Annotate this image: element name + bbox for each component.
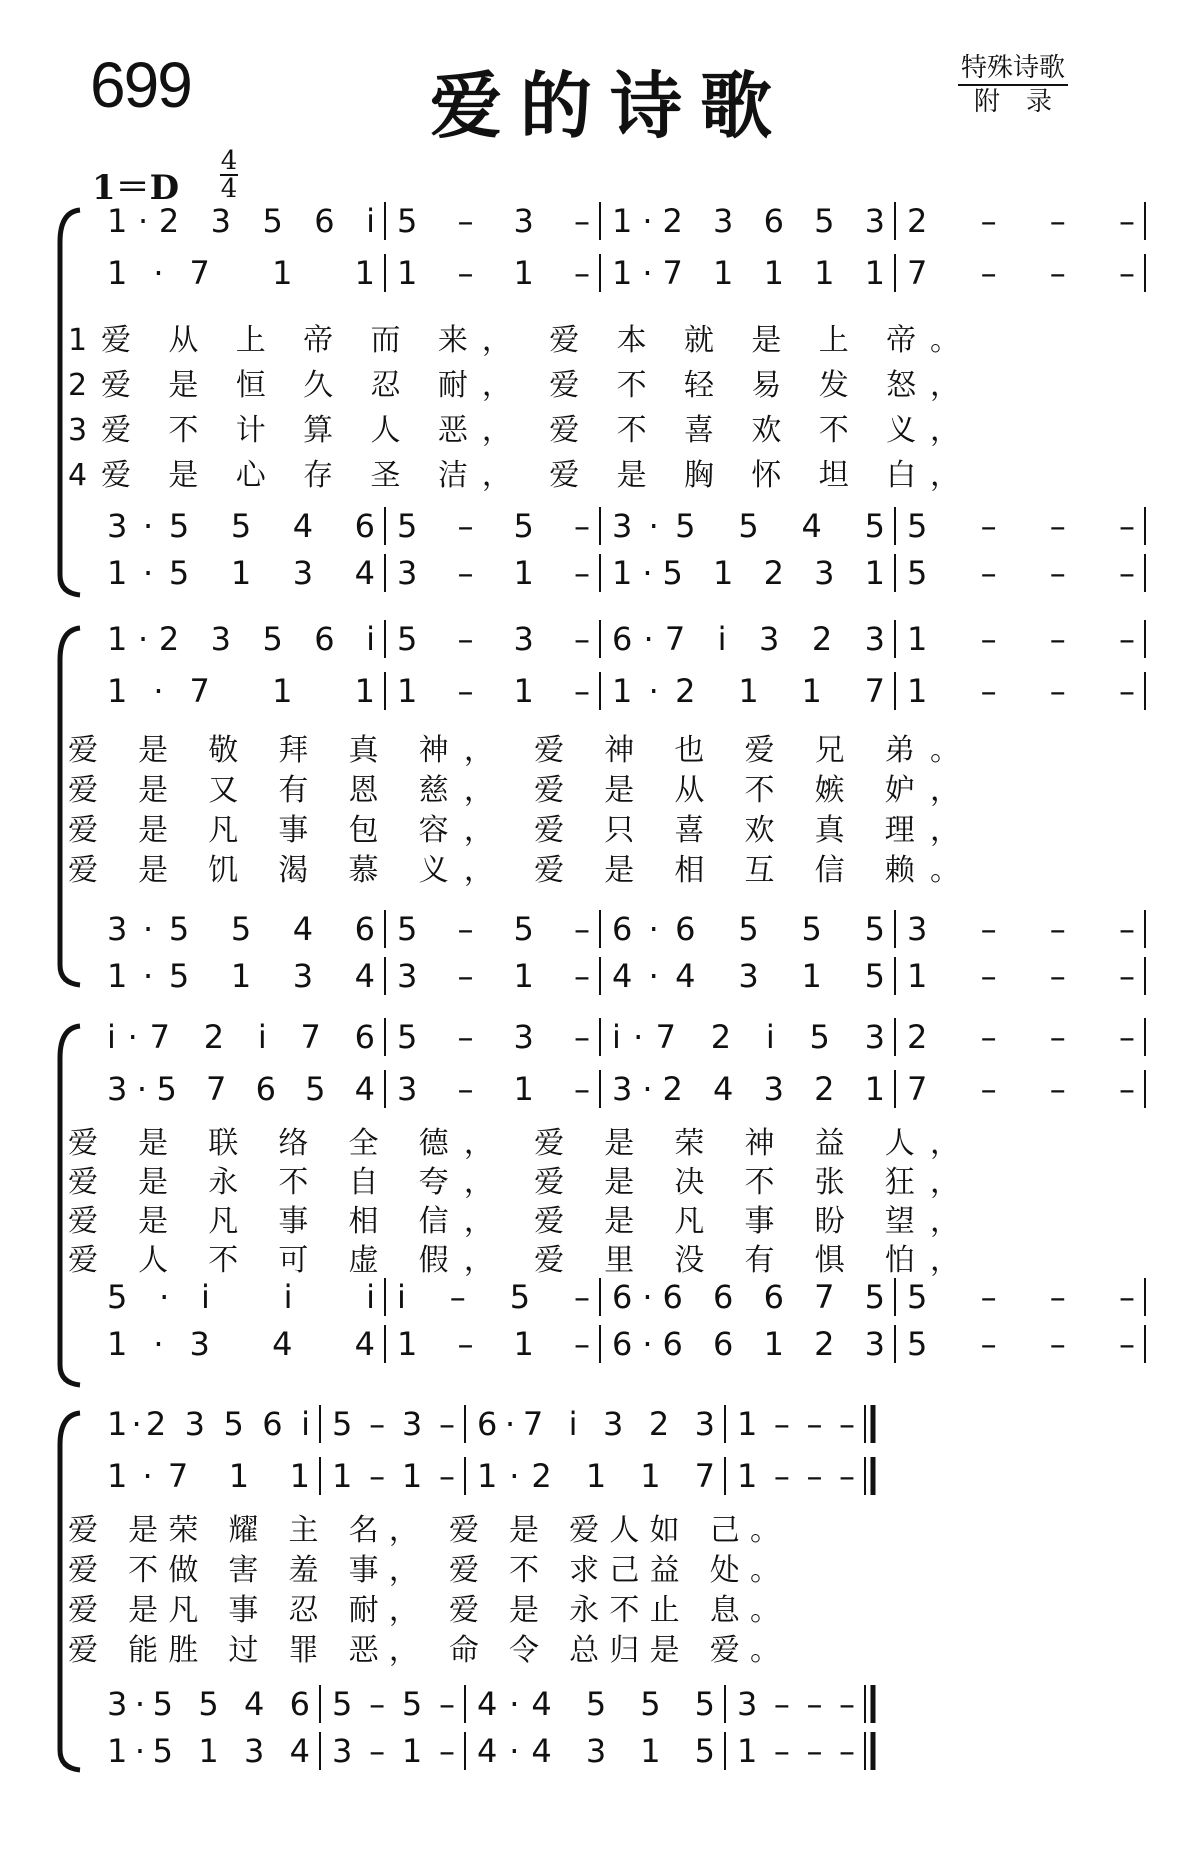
measure-notes: 1·5 1 3 4 — [107, 554, 375, 592]
measure-notes: 5 – 3 – — [397, 1018, 590, 1056]
measure-notes: 1·7 1 1 — [107, 254, 375, 292]
measure-notes: 1 – – – — [907, 957, 1135, 995]
measure-notes: 5 – 5 – — [397, 507, 590, 545]
measure-notes: 1 – 1 – — [332, 1457, 455, 1495]
measure-notes: 3·2 4 3 2 1 — [612, 1070, 885, 1108]
measure-notes: 3 – 1 – — [397, 554, 590, 592]
lyric-line: 爱 是 凡 事 相 信， 爱 是 凡 事 盼 望， — [68, 1204, 960, 1239]
lyric-line: 爱 是 联 络 全 德， 爱 是 荣 神 益 人， — [68, 1126, 960, 1161]
measure-notes: 1·5 1 2 3 1 — [612, 554, 885, 592]
measure-notes: 1·7 1 1 — [107, 1457, 310, 1495]
measure-notes: 5 – – – — [907, 507, 1135, 545]
lyric-line: 爱 是凡 事 忍 耐， 爱 是 永不止 息。 — [68, 1593, 780, 1628]
measure-notes: 1·5 1 3 4 — [107, 1732, 310, 1770]
measure-notes: 3 – 1 – — [397, 1070, 590, 1108]
lyric-line: 4爱 是 心 存 圣 洁， 爱 是 胸 怀 坦 白， — [68, 458, 960, 493]
measure-notes: i – 5 – — [397, 1278, 590, 1316]
measure-notes: 1 – 1 – — [397, 672, 590, 710]
measure-notes: 1 – 1 – — [397, 254, 590, 292]
category-line1: 特殊诗歌 — [958, 52, 1068, 86]
measure-notes: 5 – 5 – — [332, 1685, 455, 1723]
lyric-line: 爱 人 不 可 虚 假， 爱 里 没 有 惧 怕， — [68, 1243, 960, 1278]
measure-notes: i·7 2 i 7 6 — [107, 1018, 375, 1056]
measure-notes: 1 – – – — [737, 1732, 855, 1770]
measure-notes: 5·i i i — [107, 1278, 375, 1316]
hymn-number: 699 — [90, 49, 191, 121]
measure-notes: 7 – – – — [907, 254, 1135, 292]
lyric-line: 爱 是 饥 渴 慕 义， 爱 是 相 互 信 赖。 — [68, 853, 960, 888]
measure-notes: 3·5 5 4 5 — [612, 507, 885, 545]
measure-notes: 3·5 5 4 6 — [107, 507, 375, 545]
measure-notes: 3 – 1 – — [332, 1732, 455, 1770]
measure-notes: 5 – 5 – — [397, 910, 590, 948]
measure-notes: 2 – – – — [907, 202, 1135, 240]
measure-notes: 3 – – – — [737, 1685, 855, 1723]
measure-notes: 4·4 3 1 5 — [612, 957, 885, 995]
measure-notes: 5 – 3 – — [397, 202, 590, 240]
measure-notes: 6·7 i 3 2 3 — [477, 1405, 715, 1443]
lyric-line: 爱 是 永 不 自 夸， 爱 是 决 不 张 狂， — [68, 1165, 960, 1200]
lyric-line: 2爱 是 恒 久 忍 耐， 爱 不 轻 易 发 怒， — [68, 368, 960, 403]
lyric-line: 爱 是 敬 拜 真 神， 爱 神 也 爱 兄 弟。 — [68, 733, 960, 768]
measure-notes: 5 – – – — [907, 554, 1135, 592]
measure-notes: 4·4 3 1 5 — [477, 1732, 715, 1770]
score-system — [60, 620, 1145, 995]
lyric-line: 爱 是 又 有 恩 慈， 爱 是 从 不 嫉 妒， — [68, 773, 960, 808]
measure-notes: 1·3 4 4 — [107, 1325, 375, 1363]
measure-notes: 1·5 1 3 4 — [107, 957, 375, 995]
measure-notes: 1 – – – — [737, 1457, 855, 1495]
measure-notes: 3·5 5 4 6 — [107, 1685, 310, 1723]
measure-notes: 3·5 7 6 5 4 — [107, 1070, 375, 1108]
system-bracket — [60, 1413, 80, 1770]
measure-notes: 7 – – – — [907, 1070, 1135, 1108]
measure-notes: 3 – 1 – — [397, 957, 590, 995]
key-signature: 1＝D — [92, 168, 180, 208]
measure-notes: 6·6 6 1 2 3 — [612, 1325, 885, 1363]
measure-notes: 5 – – – — [907, 1278, 1135, 1316]
measure-notes: 1·2 3 6 5 3 — [612, 202, 885, 240]
time-bottom: 4 — [220, 174, 238, 204]
page-title: 爱的诗歌 — [429, 63, 790, 148]
measure-notes: i·7 2 i 5 3 — [612, 1018, 885, 1056]
lyric-line: 爱 是 凡 事 包 容， 爱 只 喜 欢 真 理， — [68, 813, 960, 848]
measure-notes: 5 – 3 – — [332, 1405, 455, 1443]
measure-notes: 1·2 3 5 6 i — [107, 202, 375, 240]
measure-notes: 1 – – – — [737, 1405, 855, 1443]
measure-notes: 1 – 1 – — [397, 1325, 590, 1363]
lyric-line: 3爱 不 计 算 人 恶， 爱 不 喜 欢 不 义， — [68, 413, 960, 448]
measure-notes: 1·7 1 1 1 1 — [612, 254, 885, 292]
measure-notes: 1·2 1 1 7 — [612, 672, 885, 710]
measure-notes: 1 – – – — [907, 672, 1135, 710]
measure-notes: 6·6 6 6 7 5 — [612, 1278, 885, 1316]
score-system — [60, 1405, 873, 1770]
measure-notes: 5 – – – — [907, 1325, 1135, 1363]
time-top: 4 — [220, 146, 238, 176]
measure-notes: 3 – – – — [907, 910, 1135, 948]
lyric-line: 爱 是荣 耀 主 名， 爱 是 爱人如 己。 — [68, 1513, 780, 1548]
lyric-line: 爱 不做 害 羞 事， 爱 不 求己益 处。 — [68, 1553, 780, 1588]
measure-notes: 1·2 1 1 7 — [477, 1457, 715, 1495]
measure-notes: 5 – 3 – — [397, 620, 590, 658]
measure-notes: 6·7 i 3 2 3 — [612, 620, 885, 658]
measure-notes: 4·4 5 5 5 — [477, 1685, 715, 1723]
measure-notes: 1·7 1 1 — [107, 672, 375, 710]
lyric-line: 1爱 从 上 帝 而 来， 爱 本 就 是 上 帝。 — [68, 323, 960, 358]
category-line2: 附 录 — [973, 87, 1052, 117]
score-system — [60, 202, 1145, 595]
measure-notes: 6·6 5 5 5 — [612, 910, 885, 948]
measure-notes: 1·2 3 5 6 i — [107, 620, 375, 658]
score-system — [60, 1018, 1145, 1385]
lyric-line: 爱 能胜 过 罪 恶， 命 令 总归是 爱。 — [68, 1633, 780, 1668]
measure-notes: 1 – – – — [907, 620, 1135, 658]
measure-notes: 3·5 5 4 6 — [107, 910, 375, 948]
measure-notes: 2 – – – — [907, 1018, 1135, 1056]
measure-notes: 1·2 3 5 6 i — [107, 1405, 310, 1443]
